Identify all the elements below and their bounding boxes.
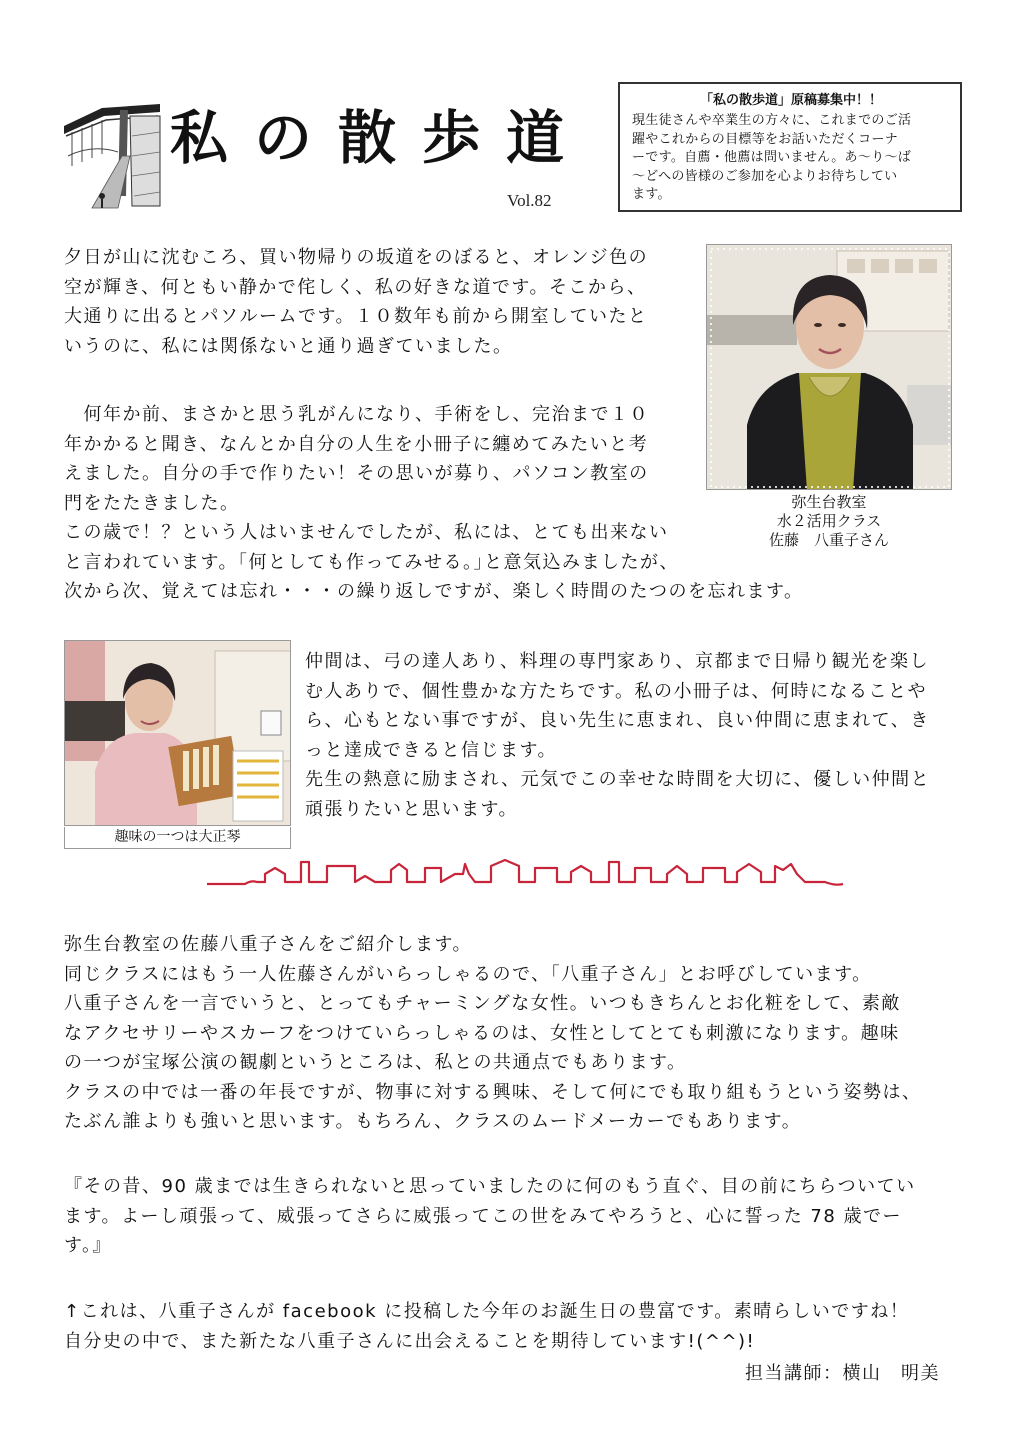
text-line: 何年か前、まさかと思う乳がんになり、手術をし、完治まで１０ (64, 404, 649, 425)
text-line: たぶん誰よりも強いと思います。もちろん、クラスのムードメーカーでもあります。 (64, 1111, 802, 1132)
text-line: なアクセサリーやスカーフをつけていらっしゃるのは、女性としてとても刺激になります。趣味 (64, 1022, 900, 1044)
text-line: いうのに、私には関係ないと通り過ぎていました。 (64, 335, 513, 357)
text-line: 門をたたきました。 (64, 492, 240, 514)
introduction-paragraph (64, 930, 921, 1137)
notice-line: 躍やこれからの目標等をお話いただくコーナ (632, 131, 899, 147)
townscape-divider-ornament (205, 856, 845, 892)
caption-line: 佐藤 八重子さん (768, 531, 889, 549)
text-line: 同じクラスにはもう一人佐藤さんがいらっしゃるので、「八重子さん」とお呼びしています。 (64, 963, 872, 985)
text-line: ら、心もとない事ですが、良い先生に恵まれ、良い仲間に恵まれて、き (305, 710, 930, 731)
caption-line: 水２活用クラス (776, 512, 882, 530)
portrait-photo-image (707, 245, 952, 490)
text-line: む人ありで、個性豊かな方たちです。私の小冊子は、何時になることや (305, 680, 928, 702)
text-line: 年かかると聞き、なんとか自分の人生を小冊子に纏めてみたいと考 (64, 433, 649, 455)
text-line: 夕日が山に沈むころ、買い物帰りの坂道をのぼると、オレンジ色の (64, 247, 649, 268)
text-line: 八重子さんを一言でいうと、とってもチャーミングな女性。いつもきちんとお化粧をして、素敵 (64, 993, 901, 1014)
notice-line: ます。 (632, 187, 671, 202)
street-sketch-illustration (62, 96, 162, 212)
notice-line: ーです。自薦・他薦は問いません。あ～り～ば (632, 150, 912, 165)
essay-paragraph-3 (305, 647, 930, 824)
text-line: と言われています。｢何としても作ってみせる。｣と意気込みましたが、 (64, 551, 680, 573)
text-line: 大通りに出るとパソルームです。１０数年も前から開室していたと (64, 306, 648, 327)
notice-body (632, 112, 950, 205)
text-line: の一つが宝塚公演の観劇というところは、私との共通点でもあります。 (64, 1052, 687, 1073)
text-line: この歳で！？という人はいませんでしたが、私には、とても出来ない (64, 522, 669, 543)
text-line: えました。自分の手で作りたい！その思いが募り、パソコン教室の (64, 463, 649, 484)
masthead-title: 私の散歩道 (170, 104, 591, 172)
text-line: っと達成できると信じます。 (305, 739, 558, 761)
hobby-photo-image (65, 641, 291, 826)
text-line: 自分史の中で、また新たな八重子さんに出会えることを期待しています!(^^)! (64, 1330, 756, 1352)
text-line: 空が輝き、何ともい静かで侘しく、私の好きな道です。そこから、 (64, 276, 647, 298)
townscape-line (207, 860, 843, 885)
volume-number: Vol.82 (507, 191, 552, 210)
hobby-photo (64, 640, 291, 826)
hobby-caption: 趣味の一つは大正琴 (64, 827, 291, 849)
notice-title: 「私の散歩道」原稿募集中！！ (699, 93, 882, 108)
text-line: ます。よーし頑張って、威張ってさらに威張ってこの世をみてやろうと、心に誓った 78 歳でー (64, 1205, 903, 1227)
text-line: クラスの中では一番の年長ですが、物事に対する興味、そして何にでも取り組もうという姿勢は、 (64, 1081, 922, 1103)
text-line: 次から次、覚えては忘れ・・・の繰り返しですが、楽しく時間のたつのを忘れます。 (64, 581, 804, 602)
text-line: 頑張りたいと思います。 (305, 798, 519, 820)
submission-notice-box (618, 82, 962, 212)
notice-line: 現生徒さんや卒業生の方々に、これまでのご活 (632, 113, 912, 128)
portrait-photo (706, 244, 952, 490)
text-line: す。』 (64, 1235, 113, 1256)
text-line: 弥生台教室の佐藤八重子さんをご紹介します。 (64, 934, 473, 955)
text-line: 仲間は、弓の達人あり、料理の専門家あり、京都まで日帰り観光を楽し (305, 651, 929, 672)
text-line: 先生の熱意に励まされ、元気でこの幸せな時間を大切に、優しい仲間と (305, 769, 931, 790)
essay-paragraph-1 (64, 243, 648, 361)
caption-line: 弥生台教室 (791, 493, 867, 511)
instructor-signature: 担当講師：横山 明美 (745, 1363, 940, 1384)
essay-paragraph-2 (64, 400, 804, 607)
notice-line: ～どへの皆様のご参加を心よりお待ちしてい (632, 168, 898, 184)
text-line: 『その昔、90 歳までは生きられないと思っていましたのに何のもう直ぐ、目の前にちらついてい (64, 1176, 916, 1197)
closing-paragraph (64, 1297, 909, 1356)
birthday-quote (64, 1172, 916, 1261)
portrait-caption (706, 493, 952, 550)
text-line: ↑これは、八重子さんが facebook に投稿した今年のお誕生日の豊富です。素晴らしいですね！ (64, 1301, 910, 1322)
